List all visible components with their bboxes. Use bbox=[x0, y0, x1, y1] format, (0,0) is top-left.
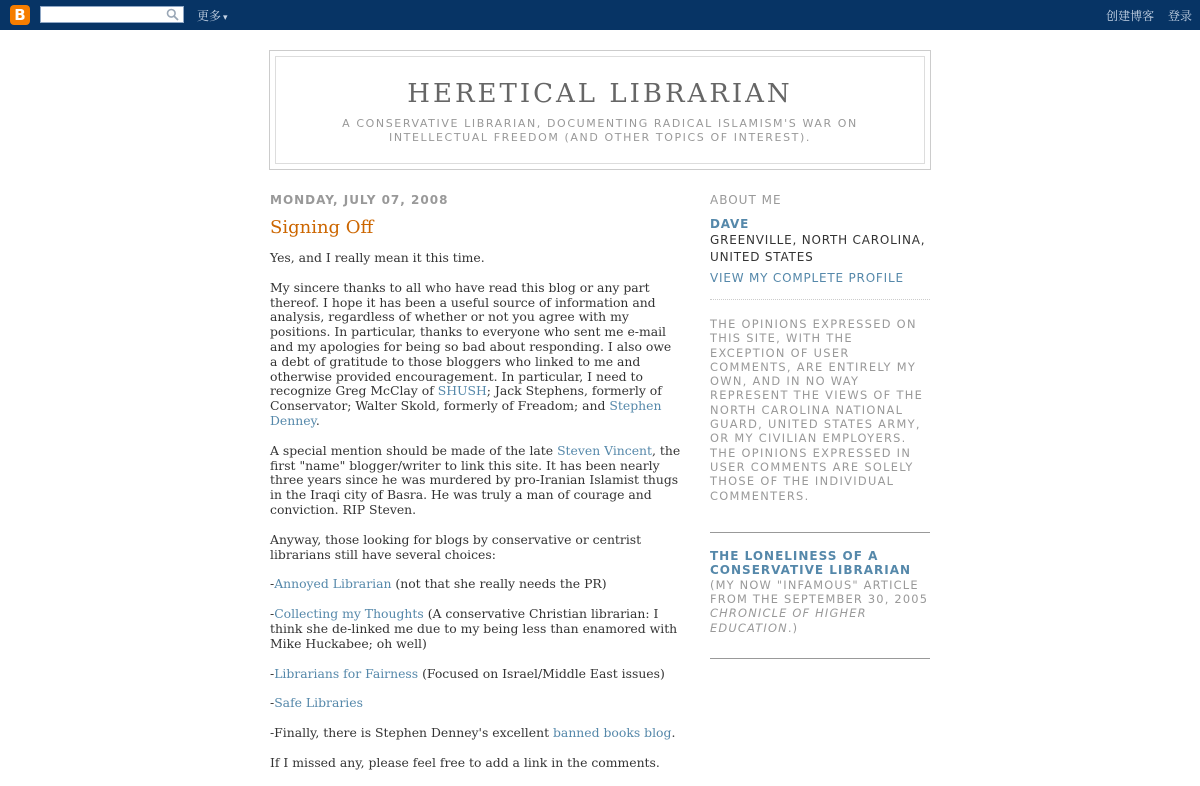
post-paragraph bbox=[270, 756, 682, 771]
post-paragraph bbox=[270, 281, 682, 429]
search-box bbox=[40, 6, 184, 23]
more-menu[interactable] bbox=[197, 7, 228, 24]
blog-list-item bbox=[270, 607, 682, 651]
blog-list-item bbox=[270, 696, 682, 711]
article-note-text: .) bbox=[787, 620, 799, 635]
safe-libraries-link[interactable]: Safe Libraries bbox=[274, 695, 363, 711]
create-blog-link[interactable]: 创建博客 bbox=[1106, 9, 1155, 23]
collecting-thoughts-link[interactable]: Collecting my Thoughts bbox=[274, 606, 424, 622]
divider bbox=[710, 658, 930, 659]
dash: - bbox=[270, 576, 275, 592]
blog-list-item bbox=[270, 577, 682, 592]
post-paragraph bbox=[270, 444, 682, 518]
divider bbox=[710, 532, 930, 533]
post-text: ; Jack Stephens, formerly of Conservator; Walter Skold, formerly of Freadom; and bbox=[270, 383, 662, 414]
article-note-italic: CHRONICLE OF HIGHER EDUCATION bbox=[710, 606, 867, 635]
post-text: Anyway, those looking for blogs by conservative or centrist librarians still have several choices: bbox=[270, 531, 642, 562]
blogger-logo-icon[interactable]: B bbox=[10, 5, 30, 25]
chevron-down-icon: ▾ bbox=[223, 13, 228, 23]
stephen-denney-link[interactable]: Stephen Denney bbox=[270, 398, 662, 428]
post-date: MONDAY, JULY 07, 2008 bbox=[270, 193, 449, 207]
article-note bbox=[710, 578, 930, 635]
article-link[interactable]: THE LONELINESS OF A CONSERVATIVE LIBRARIAN bbox=[710, 548, 912, 578]
nav-right-links bbox=[1096, 7, 1192, 24]
login-link[interactable]: 登录 bbox=[1167, 9, 1192, 23]
sidebar bbox=[710, 193, 930, 659]
post-text: A special mention should be made of the late bbox=[270, 442, 558, 458]
post-text: , the first "name" blogger/writer to link this site. It has been nearly three years since he was murdered by pro-Iranian Islamist thugs in the Iraqi city of Basra. He was truly a man of courage and conviction. RIP Steven. bbox=[270, 442, 681, 517]
post-text: . bbox=[671, 725, 676, 741]
more-label: 更多 bbox=[197, 9, 222, 23]
post-text: (not that she really needs the PR) bbox=[391, 576, 607, 592]
navbar bbox=[0, 0, 1200, 30]
search-icon[interactable] bbox=[166, 8, 179, 21]
post-text: Yes, and I really mean it this time. bbox=[270, 250, 485, 265]
divider bbox=[710, 299, 930, 300]
post-body bbox=[270, 251, 682, 771]
dash: - bbox=[270, 665, 275, 681]
annoyed-librarian-link[interactable]: Annoyed Librarian bbox=[274, 576, 392, 592]
post-paragraph bbox=[270, 533, 682, 563]
view-profile-link[interactable]: VIEW MY COMPLETE PROFILE bbox=[710, 271, 904, 285]
post-paragraph bbox=[270, 251, 682, 266]
profile-name-link[interactable]: DAVE bbox=[710, 217, 750, 231]
banned-books-link[interactable]: banned books blog bbox=[553, 725, 672, 741]
steven-vincent-link[interactable]: Steven Vincent bbox=[557, 442, 653, 458]
blog-list-item bbox=[270, 667, 682, 682]
post-text: (A conservative Christian librarian: I think she de-linked me due to my being less than enamored with Mike Huckabee; oh well) bbox=[270, 606, 678, 651]
blog-description: A CONSERVATIVE LIBRARIAN, DOCUMENTING RADICAL ISLAMISM'S WAR ON INTELLECTUAL FREEDOM (AND OTHER TOPICS OF INTEREST). bbox=[342, 117, 858, 144]
article-note-text: (MY NOW "INFAMOUS" ARTICLE FROM THE SEPTEMBER 30, 2005 bbox=[710, 577, 929, 607]
blog-header bbox=[269, 50, 931, 170]
post-paragraph bbox=[270, 726, 682, 741]
shush-link[interactable]: SHUSH bbox=[437, 383, 487, 399]
main-column bbox=[270, 193, 682, 786]
post-text: (Focused on Israel/Middle East issues) bbox=[418, 665, 665, 681]
profile-location: GREENVILLE, NORTH CAROLINA, UNITED STATES bbox=[710, 233, 926, 264]
disclaimer-text: THE OPINIONS EXPRESSED ON THIS SITE, WITH THE EXCEPTION OF USER COMMENTS, ARE ENTIRELY MY OWN, AND IN NO WAY REPRESENT THE VIEWS OF THE NORTH CAROLINA NATIONAL GUARD, UNITED STATES ARMY, OR MY CIVILIAN EMPLOYERS. THE OPINIONS EXPRESSED IN USER COMMENTS ARE SOLELY THOSE OF THE INDIVIDUAL COMMENTERS. bbox=[710, 317, 924, 503]
blog-header-inner bbox=[275, 56, 925, 164]
search-input[interactable] bbox=[41, 12, 169, 27]
post-text: My sincere thanks to all who have read this blog or any part thereof. I hope it has been a useful source of information and analysis, regardless of whether or not you agree with my positions. In particular, thanks to everyone who sent me e-mail and my apologies for being so bad about responding. I also owe a debt of gratitude to those bloggers who linked to me and otherwise provided encouragement. In particular, I need to recognize Greg McClay of bbox=[270, 279, 672, 399]
post-text: . bbox=[315, 412, 320, 428]
post-text: -Finally, there is Stephen Denney's excellent bbox=[270, 725, 553, 741]
dash: - bbox=[270, 606, 275, 622]
post-title[interactable]: Signing Off bbox=[270, 217, 374, 238]
post-text: If I missed any, please feel free to add a link in the comments. bbox=[270, 754, 660, 770]
blog-title[interactable]: HERETICAL LIBRARIAN bbox=[407, 79, 793, 109]
librarians-fairness-link[interactable]: Librarians for Fairness bbox=[274, 665, 419, 681]
about-me-heading: ABOUT ME bbox=[710, 193, 782, 207]
dash: - bbox=[270, 695, 275, 711]
